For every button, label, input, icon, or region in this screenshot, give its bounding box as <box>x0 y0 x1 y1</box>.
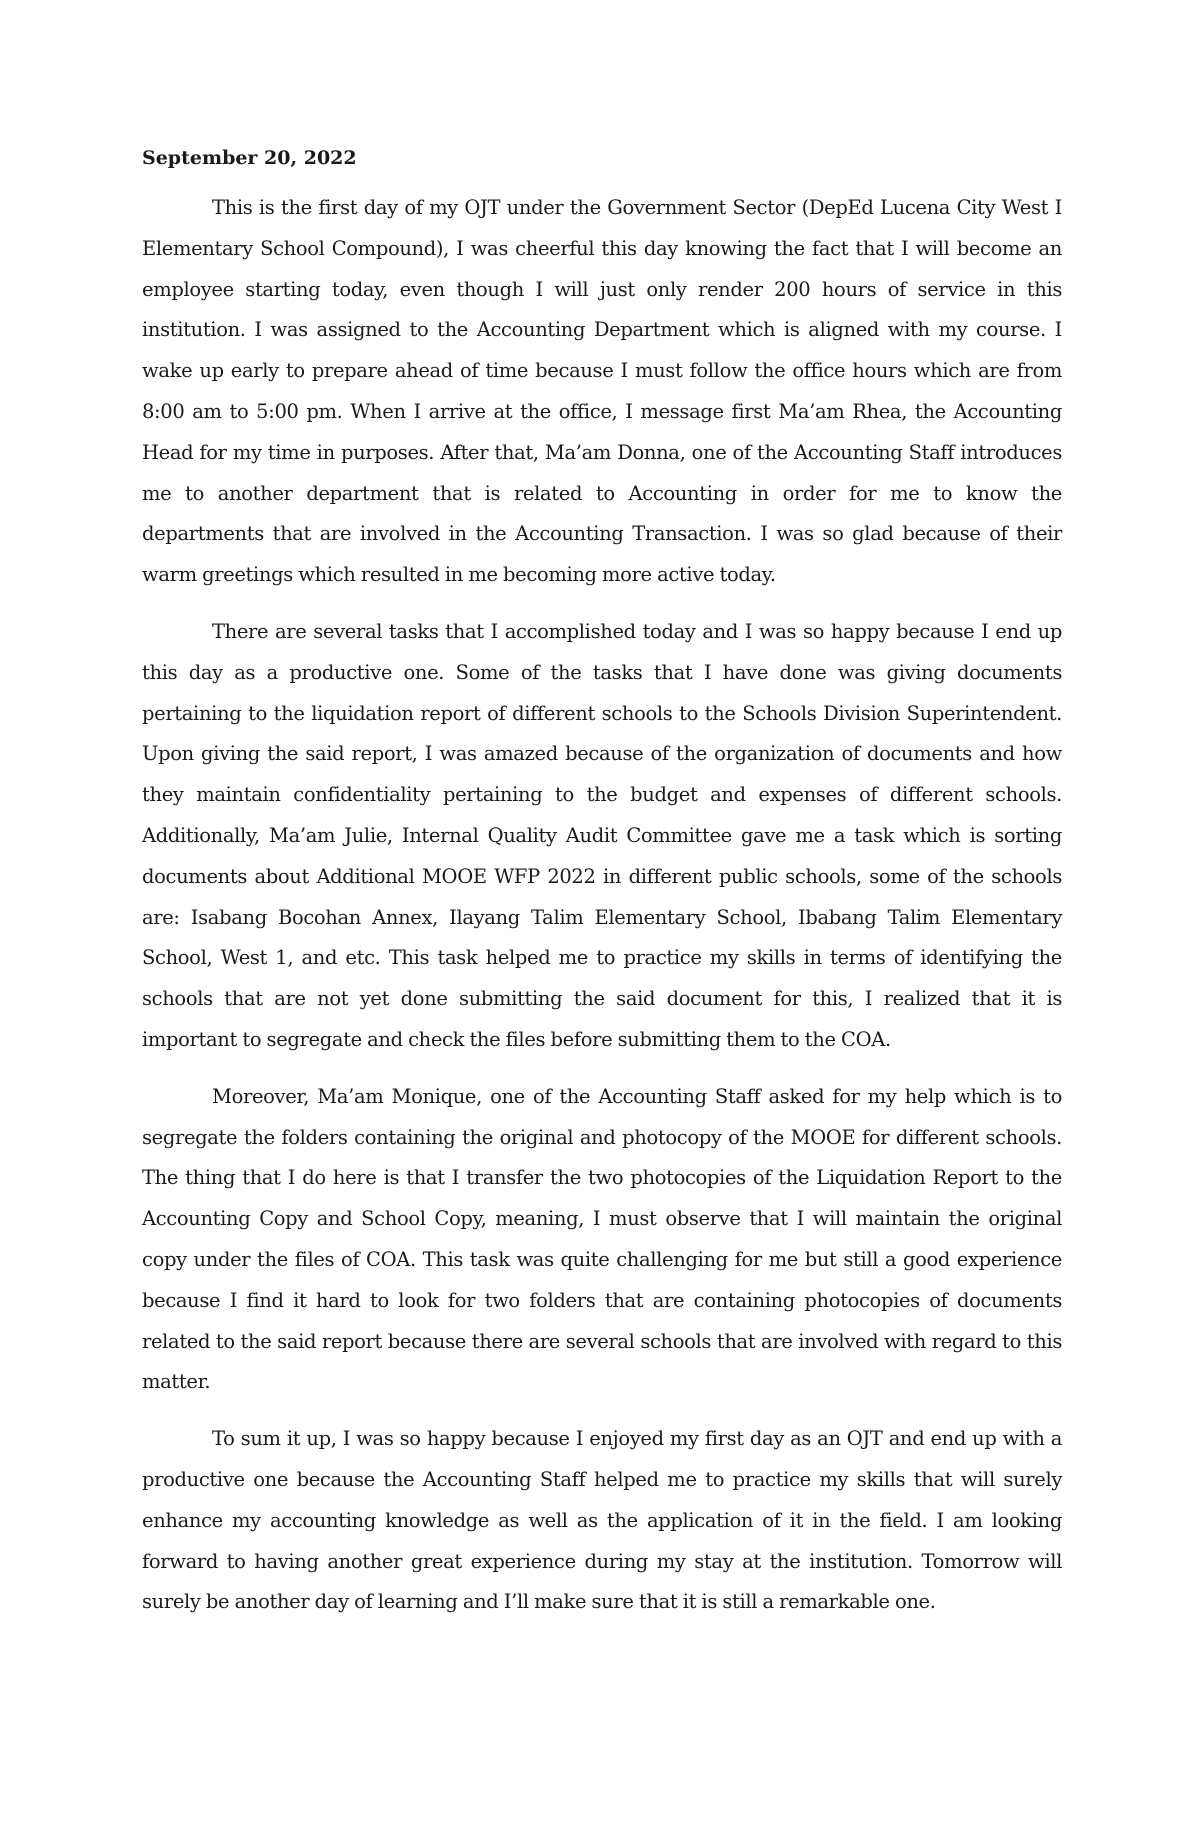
paragraph-first-day-intro: This is the first day of my OJT under the Government Sector (DepEd Lucena City West I Elementary School Compound), I was cheerful this day knowing the fact that I will become an employee starting today, even though I will just only render 200 hours of service in this institution. I was assigned to the Accounting Department which is aligned with my course. I wake up early to prepare ahead of time because I must follow the office hours which are from 8:00 am to 5:00 pm. When I arrive at the office, I message first Ma’am Rhea, the Accounting Head for my time in purposes. After that, Ma’am Donna, one of the Accounting Staff introduces me to another department that is related to Accounting in order for me to know the departments that are involved in the Accounting Transaction. I was so glad because of their warm greetings which resulted in me becoming more active today. <box>142 196 1062 587</box>
paragraph-tasks-accomplished: There are several tasks that I accomplished today and I was so happy because I end up this day as a productive one. Some of the tasks that I have done was giving documents pertaining to the liquidation report of different schools to the Schools Division Superintendent. Upon giving the said report, I was amazed because of the organization of documents and how they maintain confidentiality pertaining to the budget and expenses of different schools. Additionally, Ma’am Julie, Internal Quality Audit Committee gave me a task which is sorting documents about Additional MOOE WFP 2022 in different public schools, some of the schools are: Isabang Bocohan Annex, Ilayang Talim Elementary School, Ibabang Talim Elementary School, West 1, and etc. This task helped me to practice my skills in terms of identifying the schools that are not yet done submitting the said document for this, I realized that it is important to segregate and check the files before submitting them to the COA. <box>142 619 1062 1051</box>
entry-date-heading: September 20, 2022 <box>142 147 357 169</box>
paragraph-summary: To sum it up, I was so happy because I enjoyed my first day as an OJT and end up with a productive one because the Accounting Staff helped me to practice my skills that will surely enhance my accounting knowledge as well as the application of it in the field. I am looking forward to having another great experience during my stay at the institution. Tomorrow will surely be another day of learning and I’ll make sure that it is still a remarkable one. <box>142 1427 1062 1614</box>
paragraph-segregating-folders: Moreover, Ma’am Monique, one of the Accounting Staff asked for my help which is to segregate the folders containing the original and photocopy of the MOOE for different schools. The thing that I do here is that I transfer the two photocopies of the Liquidation Report to the Accounting Copy and School Copy, meaning, I must observe that I will maintain the original copy under the files of COA. This task was quite challenging for me but still a good experience because I find it hard to look for two folders that are containing photocopies of documents related to the said report because there are several schools that are involved with regard to this matter. <box>142 1084 1062 1394</box>
journal-page <box>142 140 1062 1639</box>
